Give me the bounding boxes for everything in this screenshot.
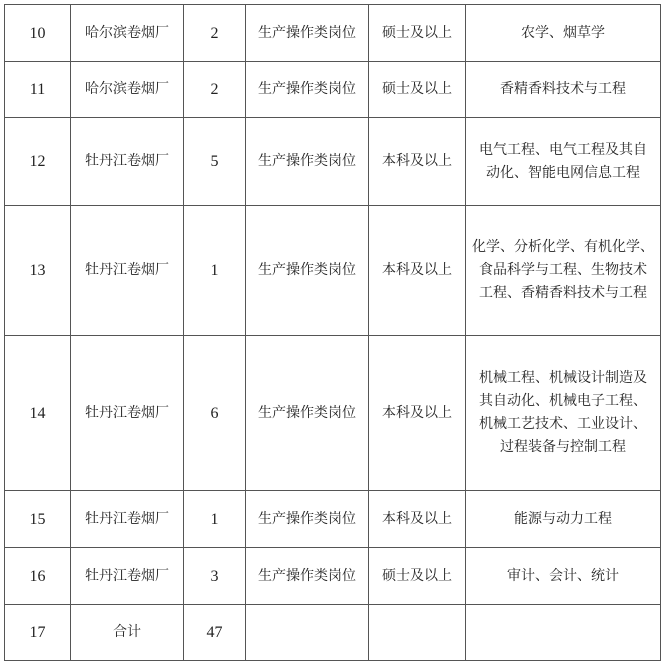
headcount-cell: 47 <box>184 605 246 661</box>
major-line: 动化、智能电网信息工程 <box>486 164 640 181</box>
post-type-cell: 生产操作类岗位 <box>246 336 369 491</box>
unit-cell: 牡丹江卷烟厂 <box>71 491 184 548</box>
headcount-cell: 1 <box>184 491 246 548</box>
major-line: 过程装备与控制工程 <box>500 439 626 455</box>
row-number-cell: 16 <box>5 548 71 605</box>
major-line: 农学、烟草学 <box>521 24 605 41</box>
headcount-cell: 1 <box>184 206 246 336</box>
headcount-cell: 6 <box>184 336 246 491</box>
major-cell <box>466 548 661 605</box>
major-cell <box>466 5 661 62</box>
major-line: 其自动化、机械电子工程、 <box>479 393 647 409</box>
major-line: 能源与动力工程 <box>514 510 612 527</box>
table-row <box>5 605 661 661</box>
table-body <box>5 5 661 661</box>
education-cell <box>369 605 466 661</box>
headcount-cell: 5 <box>184 118 246 206</box>
post-type-cell: 生产操作类岗位 <box>246 5 369 62</box>
recruitment-table <box>4 4 661 661</box>
unit-cell: 哈尔滨卷烟厂 <box>71 5 184 62</box>
education-cell: 本科及以上 <box>369 336 466 491</box>
education-cell: 本科及以上 <box>369 118 466 206</box>
education-cell: 本科及以上 <box>369 491 466 548</box>
major-cell <box>466 62 661 118</box>
unit-cell: 牡丹江卷烟厂 <box>71 548 184 605</box>
education-cell: 硕士及以上 <box>369 548 466 605</box>
major-line: 工程、香精香料技术与工程 <box>479 285 647 301</box>
major-cell <box>466 336 661 491</box>
post-type-cell: 生产操作类岗位 <box>246 548 369 605</box>
major-cell <box>466 206 661 336</box>
major-line: 审计、会计、统计 <box>507 567 619 584</box>
row-number-cell: 15 <box>5 491 71 548</box>
table-row <box>5 62 661 118</box>
major-cell <box>466 605 661 661</box>
major-line: 食品科学与工程、生物技术 <box>479 262 647 278</box>
row-number-cell: 12 <box>5 118 71 206</box>
row-number-cell: 14 <box>5 336 71 491</box>
table-row <box>5 118 661 206</box>
education-cell: 本科及以上 <box>369 206 466 336</box>
education-cell: 硕士及以上 <box>369 62 466 118</box>
unit-cell: 合计 <box>71 605 184 661</box>
table-row <box>5 206 661 336</box>
headcount-cell: 2 <box>184 5 246 62</box>
headcount-cell: 3 <box>184 548 246 605</box>
major-line: 机械工程、机械设计制造及 <box>479 370 647 386</box>
major-line: 香精香料技术与工程 <box>500 81 626 97</box>
table-row <box>5 548 661 605</box>
post-type-cell <box>246 605 369 661</box>
post-type-cell: 生产操作类岗位 <box>246 118 369 206</box>
table-row <box>5 5 661 62</box>
major-cell <box>466 491 661 548</box>
post-type-cell: 生产操作类岗位 <box>246 62 369 118</box>
post-type-cell: 生产操作类岗位 <box>246 206 369 336</box>
major-cell <box>466 118 661 206</box>
row-number-cell: 13 <box>5 206 71 336</box>
unit-cell: 哈尔滨卷烟厂 <box>71 62 184 118</box>
row-number-cell: 17 <box>5 605 71 661</box>
row-number-cell: 10 <box>5 5 71 62</box>
major-line: 化学、分析化学、有机化学、 <box>472 239 654 255</box>
row-number-cell: 11 <box>5 62 71 118</box>
unit-cell: 牡丹江卷烟厂 <box>71 336 184 491</box>
unit-cell: 牡丹江卷烟厂 <box>71 118 184 206</box>
major-line: 电气工程、电气工程及其自 <box>479 141 647 158</box>
table-row <box>5 336 661 491</box>
education-cell: 硕士及以上 <box>369 5 466 62</box>
unit-cell: 牡丹江卷烟厂 <box>71 206 184 336</box>
table-row <box>5 491 661 548</box>
major-line: 机械工艺技术、工业设计、 <box>479 416 647 432</box>
post-type-cell: 生产操作类岗位 <box>246 491 369 548</box>
headcount-cell: 2 <box>184 62 246 118</box>
